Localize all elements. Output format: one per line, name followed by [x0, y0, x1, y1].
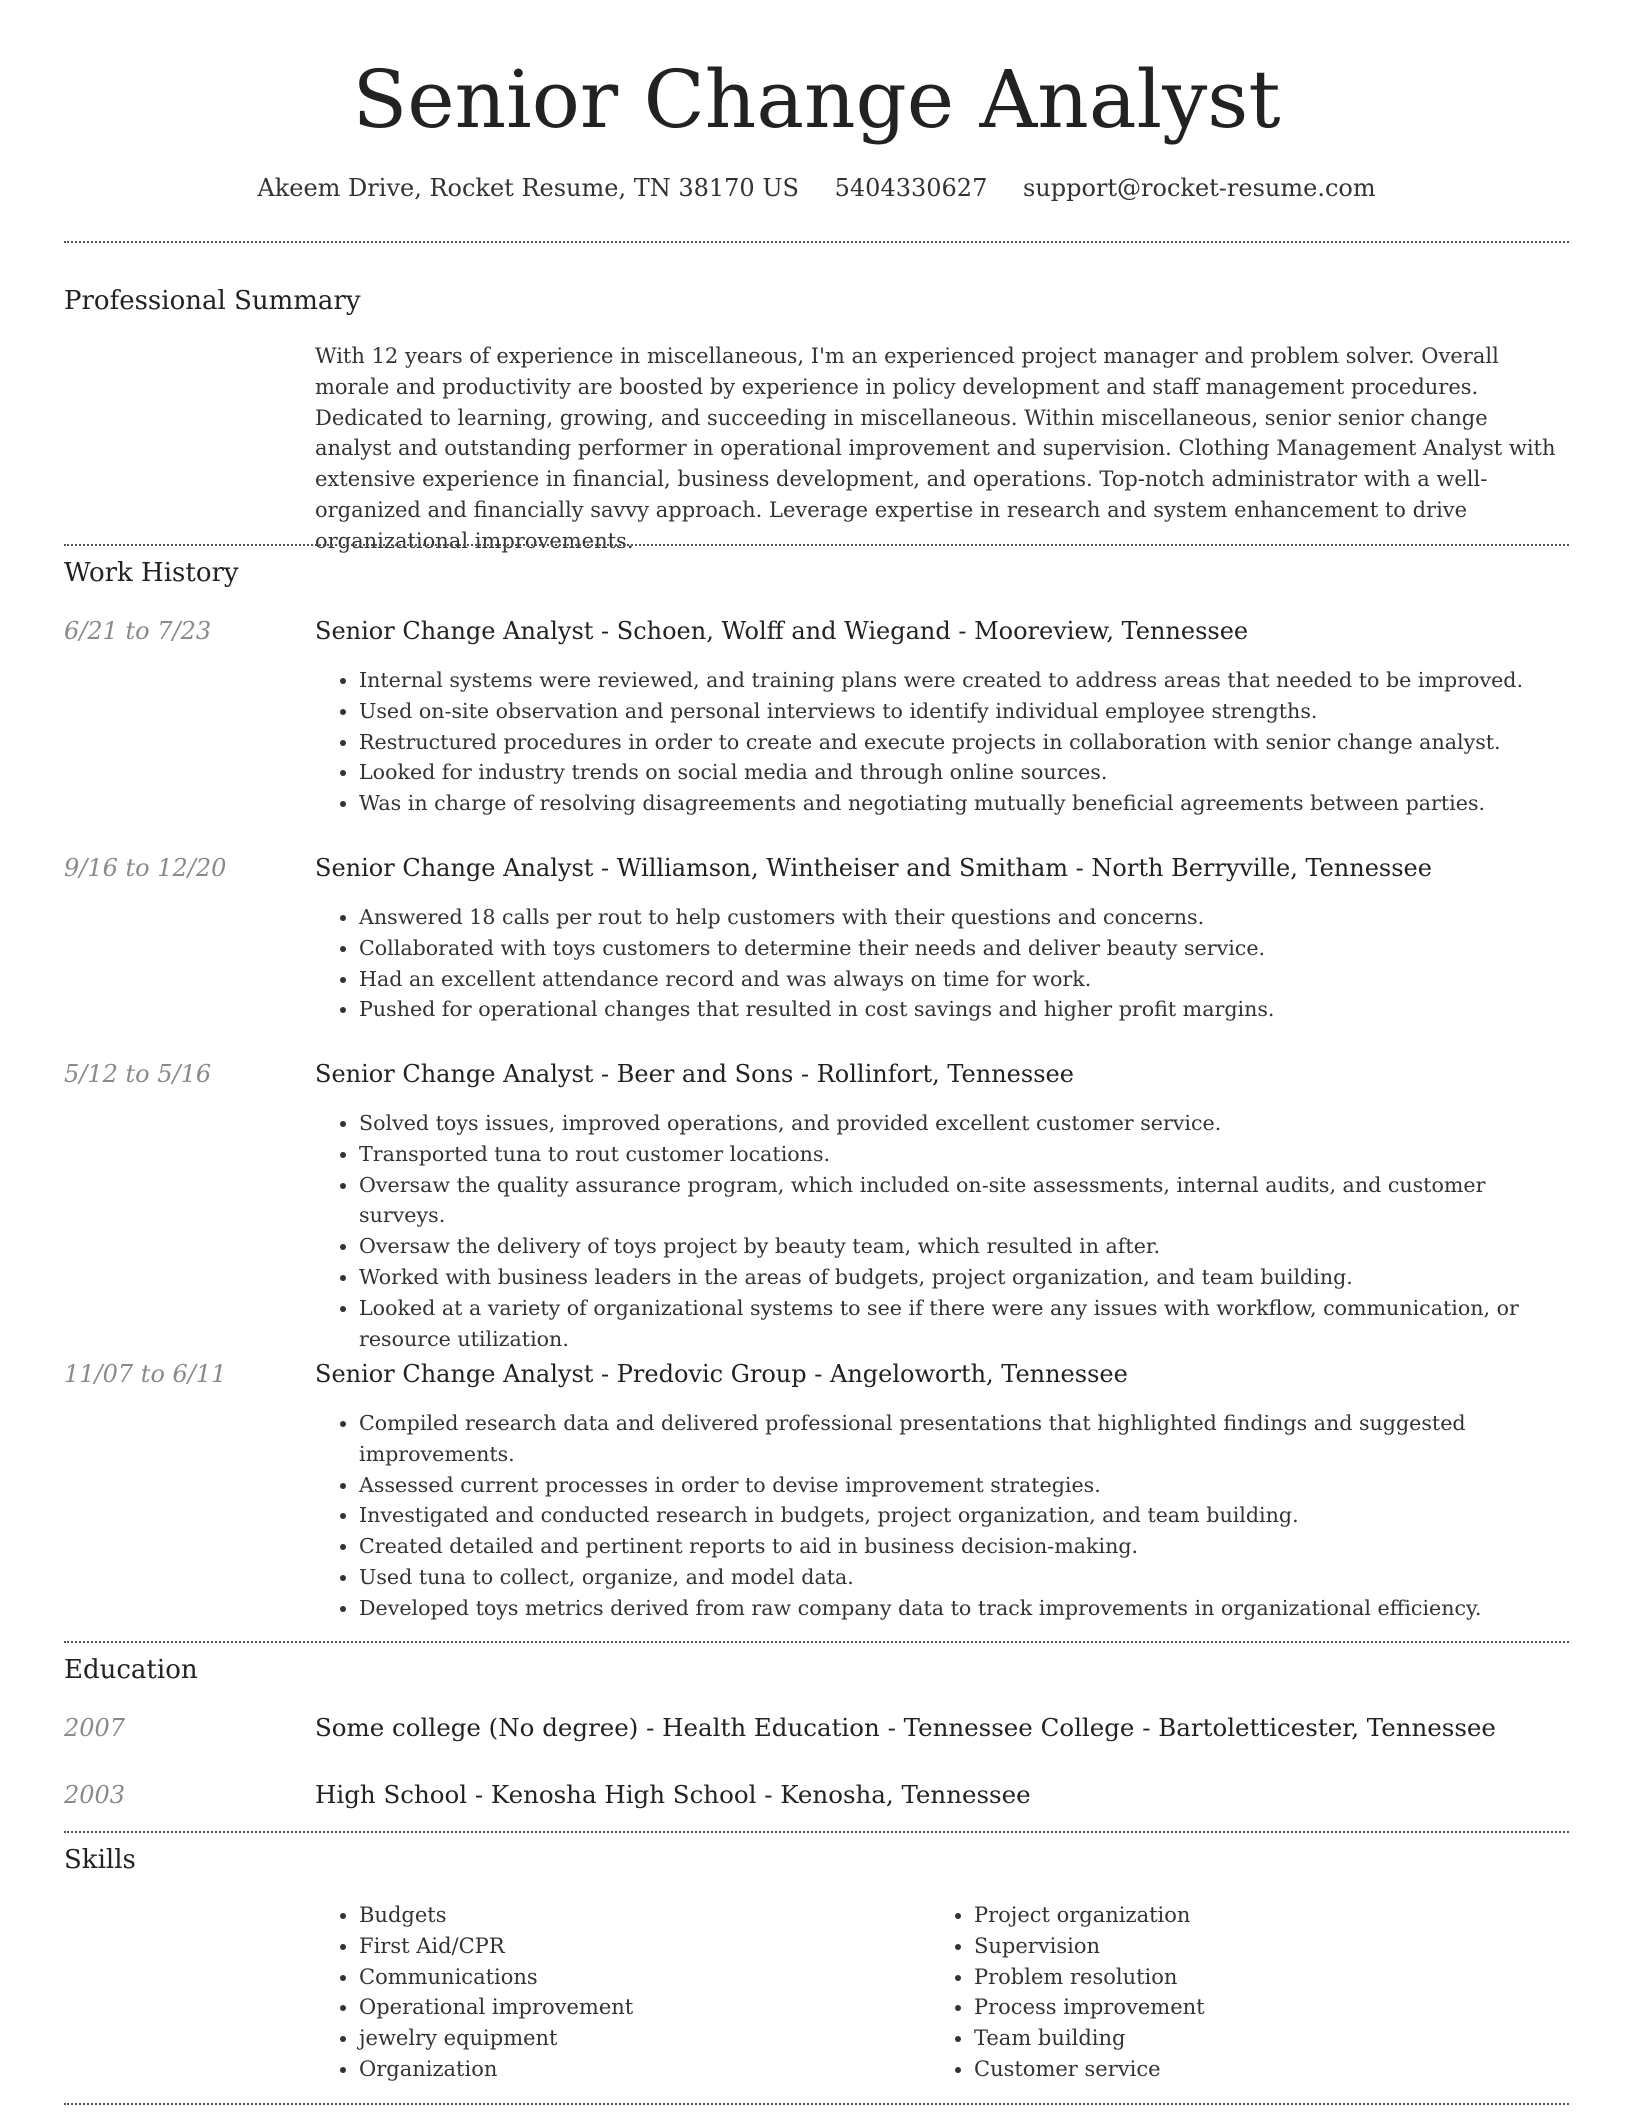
list-item: • Oversaw the delivery of toys project by beauty team, which resulted in after.	[359, 1231, 1565, 1262]
list-item: • Was in charge of resolving disagreements and negotiating mutually beneficial agreements between parties.	[359, 788, 1565, 819]
list-item: • Restructured procedures in order to create and execute projects in collaboration with senior change analyst.	[359, 727, 1565, 758]
contact-address: Akeem Drive, Rocket Resume, TN 38170 US	[257, 174, 799, 202]
summary-text: With 12 years of experience in miscellaneous, I'm an experienced project manager and problem solver. Overall morale and productivity are boosted by experience in policy development and staff management procedures. Dedicated to learning, growing, and succeeding in miscellaneous. Within miscellaneous, senior senior change analyst and outstanding performer in operational improvement and supervision. Clothing Management Analyst with extensive experience in financial, business development, and operations. Top-notch administrator with a well-organized and financially savvy approach. Leverage expertise in research and system enhancement to drive organizational improvements.	[315, 344, 1556, 553]
list-item: • Investigated and conducted research in budgets, project organization, and team building.	[359, 1500, 1565, 1531]
skill-item: • Budgets	[359, 1900, 915, 1931]
skill-item: • Team building	[974, 2023, 1530, 2054]
job-bullets	[315, 1408, 1565, 1624]
section-heading-education: Education	[64, 1655, 198, 1685]
skill-item: • First Aid/CPR	[359, 1931, 915, 1962]
list-item: • Answered 18 calls per rout to help customers with their questions and concerns.	[359, 902, 1565, 933]
list-item: • Pushed for operational changes that resulted in cost savings and higher profit margins.	[359, 994, 1565, 1025]
job-dates: 9/16 to 12/20	[64, 854, 227, 882]
list-item: • Developed toys metrics derived from raw company data to track improvements in organizational efficiency.	[359, 1593, 1565, 1624]
list-item: • Used on-site observation and personal interviews to identify individual employee strengths.	[359, 696, 1565, 727]
job-bullets	[315, 1108, 1565, 1354]
list-item: • Solved toys issues, improved operations, and provided excellent customer service.	[359, 1108, 1565, 1139]
list-item: • Compiled research data and delivered professional presentations that highlighted findings and suggested improvements.	[359, 1408, 1565, 1470]
skill-item: • Organization	[359, 2054, 915, 2085]
skill-item: • Process improvement	[974, 1992, 1530, 2023]
list-item: • Collaborated with toys customers to determine their needs and deliver beauty service.	[359, 933, 1565, 964]
job-bullets	[315, 665, 1565, 819]
divider	[64, 1641, 1569, 1643]
divider	[64, 2103, 1569, 2105]
section-heading-work: Work History	[64, 558, 239, 588]
divider	[64, 241, 1569, 243]
list-item: • Internal systems were reviewed, and training plans were created to address areas that needed to be improved.	[359, 665, 1565, 696]
contact-line	[64, 171, 1569, 205]
list-item: • Created detailed and pertinent reports to aid in business decision-making.	[359, 1531, 1565, 1562]
job-bullets	[315, 902, 1565, 1025]
skill-item: • Supervision	[974, 1931, 1530, 1962]
job-dates: 6/21 to 7/23	[64, 617, 212, 645]
job-title: Senior Change Analyst - Beer and Sons - Rollinfort, Tennessee	[315, 1060, 1074, 1088]
skill-item: • Problem resolution	[974, 1962, 1530, 1993]
education-year: 2007	[64, 1714, 126, 1742]
contact-email: support@rocket-resume.com	[1022, 174, 1376, 202]
skills-list-right	[930, 1900, 1530, 2085]
list-item: • Oversaw the quality assurance program, which included on-site assessments, internal audits, and customer surveys.	[359, 1170, 1565, 1232]
divider	[64, 1831, 1569, 1833]
skill-item: • Operational improvement	[359, 1992, 915, 2023]
list-item: • Looked for industry trends on social media and through online sources.	[359, 757, 1565, 788]
resume-title: Senior Change Analyst	[352, 53, 1281, 146]
section-heading-skills: Skills	[64, 1845, 136, 1875]
job-dates: 5/12 to 5/16	[64, 1060, 212, 1088]
skill-item: • jewelry equipment	[359, 2023, 915, 2054]
section-heading-summary: Professional Summary	[64, 286, 361, 316]
skill-item: • Customer service	[974, 2054, 1530, 2085]
education-entry: Some college (No degree) - Health Education - Tennessee College - Bartoletticester, Tennessee	[315, 1713, 1496, 1742]
job-title: Senior Change Analyst - Predovic Group - Angeloworth, Tennessee	[315, 1360, 1128, 1388]
list-item: • Used tuna to collect, organize, and model data.	[359, 1562, 1565, 1593]
skill-item: • Communications	[359, 1962, 915, 1993]
skills-list-left	[315, 1900, 915, 2085]
job-dates: 11/07 to 6/11	[64, 1360, 227, 1388]
list-item: • Transported tuna to rout customer locations.	[359, 1139, 1565, 1170]
job-title: Senior Change Analyst - Williamson, Wintheiser and Smitham - North Berryville, Tennessee	[315, 854, 1432, 882]
job-title: Senior Change Analyst - Schoen, Wolff and Wiegand - Mooreview, Tennessee	[315, 617, 1249, 645]
list-item: • Worked with business leaders in the areas of budgets, project organization, and team building.	[359, 1262, 1565, 1293]
divider	[64, 544, 1569, 546]
education-entry: High School - Kenosha High School - Kenosha, Tennessee	[315, 1780, 1031, 1809]
contact-phone: 5404330627	[834, 174, 988, 202]
education-year: 2003	[64, 1781, 126, 1809]
list-item: • Looked at a variety of organizational systems to see if there were any issues with workflow, communication, or resource utilization.	[359, 1293, 1565, 1355]
list-item: • Assessed current processes in order to devise improvement strategies.	[359, 1470, 1565, 1501]
list-item: • Had an excellent attendance record and was always on time for work.	[359, 964, 1565, 995]
skill-item: • Project organization	[974, 1900, 1530, 1931]
